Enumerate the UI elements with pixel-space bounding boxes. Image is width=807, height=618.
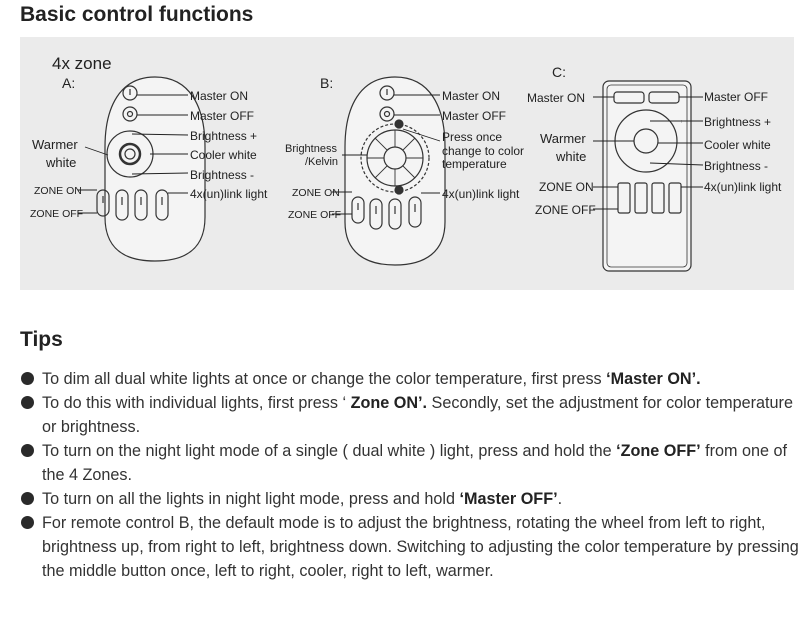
bullet-icon xyxy=(21,372,34,385)
tip-text-after: from one of the 4 Zones. xyxy=(42,442,788,484)
remote-b-press-line3: temperature xyxy=(442,157,507,171)
bullet-icon xyxy=(21,396,34,409)
tip-text-after: Secondly, set the adjustment for color temperature or brightness. xyxy=(42,394,793,436)
remote-a-master-off-label: Master OFF xyxy=(190,109,255,123)
tip-item xyxy=(20,367,800,391)
remote-b-zone-on-label: ZONE ON xyxy=(292,187,340,199)
tip-text: For remote control B, the default mode is to adjust the brightness, rotating the wheel from left to right, brightness up, from right to left, brightness down. Switching to adjusting the color temperature by pressing the middle button once, left to right, cooler, right to left, warmer. xyxy=(42,514,799,580)
remote-b-kelvin-label: /Kelvin xyxy=(305,156,339,168)
remote-b-link-label: 4x(un)link light xyxy=(442,187,520,201)
remote-a-warmer-label: Warmer xyxy=(32,137,78,152)
tip-bold-text: ‘Master ON’. xyxy=(606,370,701,388)
section-title-tips: Tips xyxy=(20,328,63,351)
tip-bold-text: ‘Zone OFF’ xyxy=(616,442,701,460)
remote-a-zone-on-label: ZONE ON xyxy=(34,185,82,197)
remote-b-letter: B: xyxy=(320,75,334,91)
bullet-icon xyxy=(21,444,34,457)
remote-c xyxy=(593,81,703,271)
remote-c-brightness-minus-label: Brightness - xyxy=(704,159,769,173)
tip-text-after: . xyxy=(557,490,563,508)
remote-c-warmer-label: Warmer xyxy=(540,131,586,146)
section-title-basic-control: Basic control functions xyxy=(20,3,254,26)
tip-bold-text: ‘Master OFF’ xyxy=(459,490,558,508)
tip-item xyxy=(20,391,800,439)
remote-b-master-off-label: Master OFF xyxy=(442,109,507,123)
bullet-icon xyxy=(21,516,34,529)
remote-a-white-label: white xyxy=(46,155,77,170)
remote-a-master-on-label: Master ON xyxy=(190,89,249,103)
remote-b-press-line2: change to color xyxy=(442,144,525,158)
remote-c-master-off-label: Master OFF xyxy=(704,90,769,104)
remote-c-letter: C: xyxy=(552,64,566,80)
remote-diagrams xyxy=(20,37,794,290)
tip-text: To turn on the night light mode of a single ( dual white ) light, press and hold the xyxy=(42,442,617,460)
remote-b-brightness-label: Brightness xyxy=(285,143,337,155)
remote-a-zone-off-label: ZONE OFF xyxy=(30,208,84,220)
remote-a-cooler-white-label: Cooler white xyxy=(190,148,257,162)
remote-c-white-label: white xyxy=(556,149,587,164)
remote-c-cooler-white-label: Cooler white xyxy=(704,138,771,152)
remote-c-link-label: 4x(un)link light xyxy=(704,180,782,194)
remote-c-zone-off-label: ZONE OFF xyxy=(535,203,596,217)
svg-text:↑: ↑ xyxy=(680,119,683,125)
remote-b-zone-off-label: ZONE OFF xyxy=(288,209,342,221)
remote-a-letter: A: xyxy=(62,75,76,91)
bullet-icon xyxy=(21,492,34,505)
remote-c-brightness-plus-label: Brightness + xyxy=(704,115,772,129)
remote-b-press-line1: Press once xyxy=(442,130,503,144)
remote-c-zone-on-label: ZONE ON xyxy=(539,180,594,194)
remote-a xyxy=(78,77,205,261)
remote-b xyxy=(332,77,445,265)
tip-text: To do this with individual lights, first press ‘ xyxy=(42,394,351,412)
tip-text: To turn on all the lights in night light mode, press and hold xyxy=(42,490,460,508)
remote-a-brightness-minus-label: Brightness - xyxy=(190,168,255,182)
remote-c-master-on-label: Master ON xyxy=(527,91,586,105)
tip-item xyxy=(20,439,800,487)
tip-text: To dim all dual white lights at once or change the color temperature, first press xyxy=(42,370,607,388)
tip-item xyxy=(20,511,800,583)
remote-a-link-label: 4x(un)link light xyxy=(190,187,268,201)
tips-list xyxy=(20,367,800,583)
remote-a-heading: 4x zone xyxy=(52,54,112,73)
tip-bold-text: Zone ON’. xyxy=(350,394,428,412)
remote-b-master-on-label: Master ON xyxy=(442,89,501,103)
remote-a-brightness-plus-label: Brightness + xyxy=(190,129,258,143)
remote-diagram-panel xyxy=(20,37,794,290)
tip-item xyxy=(20,487,800,511)
